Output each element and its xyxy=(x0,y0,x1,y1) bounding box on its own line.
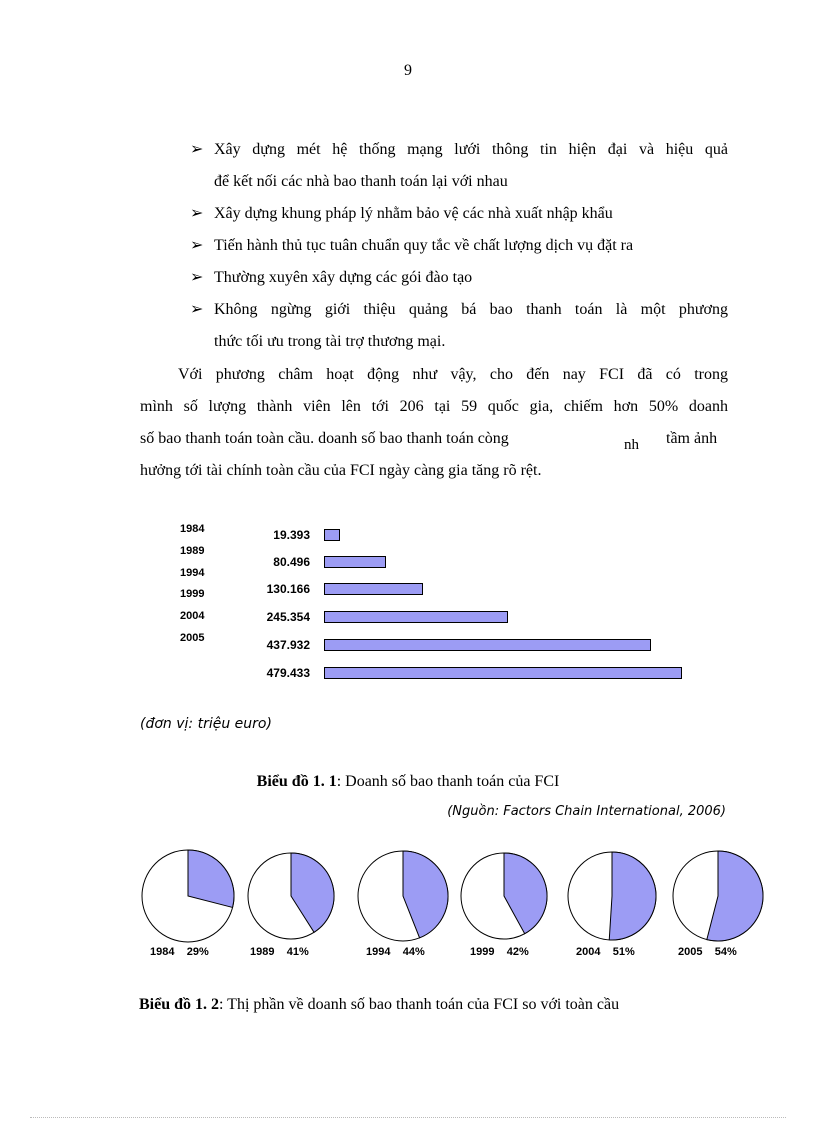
bar-value-label: 437.932 xyxy=(266,638,310,652)
paragraph-subscript: nh xyxy=(624,437,639,453)
pie-share: 54% xyxy=(714,946,737,958)
pie-label xyxy=(150,946,209,958)
unit-note: (đơn vị: triệu euro) xyxy=(140,716,272,732)
bullet-item xyxy=(190,300,728,320)
bar-1999 xyxy=(324,611,508,623)
bullet-item xyxy=(190,140,728,160)
bullet-line-continued: để kết nối các nhà bao thanh toán lại với nhau xyxy=(214,173,508,190)
pie-label xyxy=(470,946,529,958)
paragraph-line-tail: tầm ảnh xyxy=(666,430,718,447)
bullet-line: Không ngừng giới thiệu quảng bá bao thanh toán là một phương xyxy=(214,301,728,318)
bullet-line: Xây dựng mét hệ thống mạng lưới thông tin hiện đại và hiệu quả xyxy=(214,141,728,158)
caption-label: Biểu đồ 1. 1 xyxy=(256,773,337,790)
arrow-bullet-icon: ➢ xyxy=(190,301,204,318)
bullet-item xyxy=(190,236,633,256)
paragraph-line: Với phương châm hoạt động như vậy, cho đến nay FCI đã có trong xyxy=(178,366,728,383)
pie-year: 1989 xyxy=(250,946,275,958)
pie-charts xyxy=(0,840,816,950)
bullet-item xyxy=(190,204,613,224)
bullet-line: Tiến hành thủ tục tuân chuẩn quy tắc về chất lượng dịch vụ đặt ra xyxy=(214,237,634,254)
pie-year: 2005 xyxy=(678,946,703,958)
arrow-bullet-icon: ➢ xyxy=(190,237,204,254)
figure-caption-1 xyxy=(0,773,816,791)
bar-year-label: 2005 xyxy=(180,632,205,644)
caption-text: : Doanh số bao thanh toán của FCI xyxy=(336,773,560,790)
pie-year: 1999 xyxy=(470,946,495,958)
bar-value-label: 479.433 xyxy=(266,666,310,680)
bar-value-label: 80.496 xyxy=(273,555,310,569)
pie-label xyxy=(576,946,635,958)
caption-label: Biểu đồ 1. 2 xyxy=(139,996,220,1013)
pie-label xyxy=(250,946,309,958)
bar-year-label: 1994 xyxy=(180,567,205,579)
bar-2005 xyxy=(324,667,682,679)
figure-caption-2 xyxy=(139,996,619,1014)
pie-2004-slice xyxy=(609,852,656,940)
bar-value-label: 19.393 xyxy=(273,528,310,542)
pie-year: 1994 xyxy=(366,946,391,958)
pie-share: 41% xyxy=(286,946,309,958)
paragraph-line: số bao thanh toán toàn cầu. doanh số bao thanh toán còng xyxy=(140,430,509,447)
bar-value-label: 245.354 xyxy=(266,610,310,624)
bar-value-label: 130.166 xyxy=(266,582,310,596)
arrow-bullet-icon: ➢ xyxy=(190,141,204,158)
bullet-item xyxy=(190,268,472,288)
bar-1989 xyxy=(324,556,386,568)
pie-share: 29% xyxy=(186,946,209,958)
pie-label xyxy=(678,946,737,958)
bullet-line-continued: thức tối ưu trong tài trợ thương mại. xyxy=(214,333,446,350)
source-note: (Nguồn: Factors Chain International, 2006) xyxy=(447,804,726,819)
paragraph-line: hưởng tới tài chính toàn cầu của FCI ngày càng gia tăng rõ rệt. xyxy=(140,462,542,479)
arrow-bullet-icon: ➢ xyxy=(190,205,204,222)
bar-year-label: 1984 xyxy=(180,523,205,535)
pie-label xyxy=(366,946,425,958)
pie-year: 2004 xyxy=(576,946,601,958)
bar-year-label: 1989 xyxy=(180,545,205,557)
bar-2004 xyxy=(324,639,651,651)
pie-share: 51% xyxy=(612,946,635,958)
bar-1984 xyxy=(324,529,340,541)
pie-share: 42% xyxy=(506,946,529,958)
paragraph-line: mình số lượng thành viên lên tới 206 tại 59 quốc gia, chiếm hơn 50% doanh xyxy=(140,398,728,415)
bullet-line: Thường xuyên xây dựng các gói đào tạo xyxy=(214,269,473,286)
arrow-bullet-icon: ➢ xyxy=(190,269,204,286)
caption-text: : Thị phần về doanh số bao thanh toán của FCI so với toàn cầu xyxy=(219,996,620,1013)
bar-year-label: 1999 xyxy=(180,588,205,600)
bar-year-label: 2004 xyxy=(180,610,205,622)
bullet-line: Xây dựng khung pháp lý nhằm bảo vệ các nhà xuất nhập khẩu xyxy=(214,205,613,222)
pie-share: 44% xyxy=(402,946,425,958)
bar-1994 xyxy=(324,583,423,595)
pie-year: 1984 xyxy=(150,946,175,958)
page-number: 9 xyxy=(404,62,412,79)
footer-divider xyxy=(30,1117,786,1118)
